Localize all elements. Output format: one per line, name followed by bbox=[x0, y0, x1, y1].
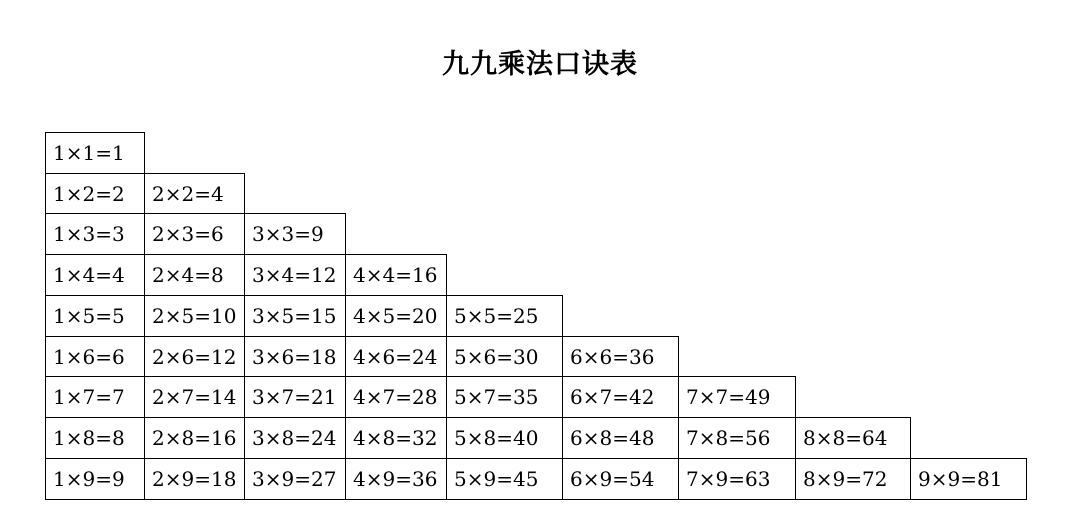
table-cell: 2×9=18 bbox=[144, 458, 245, 500]
table-cell: 5×6=30 bbox=[446, 336, 563, 377]
table-cell: 2×7=14 bbox=[144, 376, 245, 418]
table-cell: 4×5=20 bbox=[345, 295, 447, 337]
table-cell: 5×8=40 bbox=[446, 417, 563, 459]
table-cell: 1×9=9 bbox=[45, 458, 145, 500]
table-cell: 3×7=21 bbox=[244, 376, 346, 418]
table-cell: 4×8=32 bbox=[345, 417, 447, 459]
table-cell: 2×2=4 bbox=[144, 173, 245, 214]
table-cell: 4×7=28 bbox=[345, 376, 447, 418]
table-cell: 9×9=81 bbox=[910, 458, 1027, 500]
table-cell: 4×9=36 bbox=[345, 458, 447, 500]
table-cell: 2×6=12 bbox=[144, 336, 245, 377]
table-cell: 3×5=15 bbox=[244, 295, 346, 337]
table-cell: 2×4=8 bbox=[144, 254, 245, 296]
table-cell: 1×3=3 bbox=[45, 213, 145, 255]
table-cell: 2×8=16 bbox=[144, 417, 245, 459]
table-cell: 3×3=9 bbox=[244, 213, 346, 255]
table-cell: 2×5=10 bbox=[144, 295, 245, 337]
table-cell: 8×8=64 bbox=[795, 417, 911, 459]
table-cell: 1×2=2 bbox=[45, 173, 145, 214]
table-cell: 7×9=63 bbox=[678, 458, 796, 500]
table-cell: 1×1=1 bbox=[45, 132, 145, 174]
table-cell: 3×9=27 bbox=[244, 458, 346, 500]
table-cell: 2×3=6 bbox=[144, 213, 245, 255]
table-cell: 4×6=24 bbox=[345, 336, 447, 377]
table-cell: 1×5=5 bbox=[45, 295, 145, 337]
table-cell: 5×7=35 bbox=[446, 376, 563, 418]
table-cell: 1×6=6 bbox=[45, 336, 145, 377]
table-cell: 8×9=72 bbox=[795, 458, 911, 500]
table-cell: 6×6=36 bbox=[562, 336, 679, 377]
table-cell: 4×4=16 bbox=[345, 254, 447, 296]
table-cell: 1×4=4 bbox=[45, 254, 145, 296]
table-cell: 5×9=45 bbox=[446, 458, 563, 500]
table-cell: 6×9=54 bbox=[562, 458, 679, 500]
table-cell: 3×4=12 bbox=[244, 254, 346, 296]
table-cell: 1×7=7 bbox=[45, 376, 145, 418]
table-cell: 3×6=18 bbox=[244, 336, 346, 377]
table-cell: 6×7=42 bbox=[562, 376, 679, 418]
table-cell: 5×5=25 bbox=[446, 295, 563, 337]
table-cell: 7×8=56 bbox=[678, 417, 796, 459]
table-cell: 1×8=8 bbox=[45, 417, 145, 459]
page-title: 九九乘法口诀表 bbox=[442, 49, 638, 80]
table-cell: 6×8=48 bbox=[562, 417, 679, 459]
table-cell: 3×8=24 bbox=[244, 417, 346, 459]
table-cell: 7×7=49 bbox=[678, 376, 796, 418]
